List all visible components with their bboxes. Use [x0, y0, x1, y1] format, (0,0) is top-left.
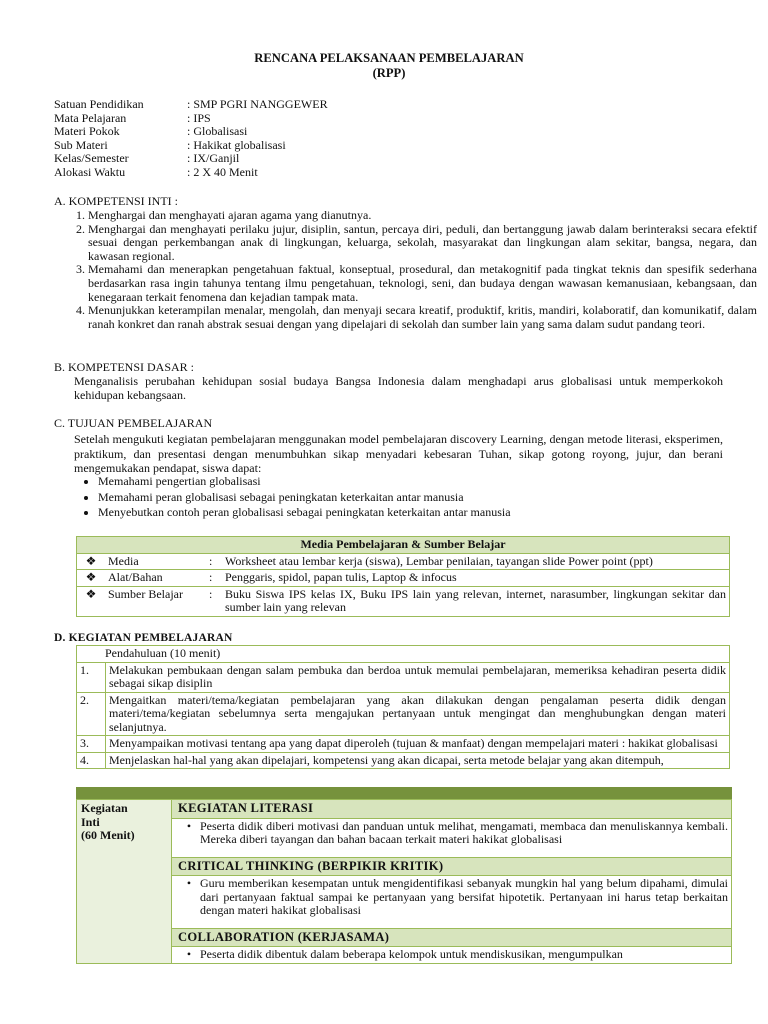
identity-value: : IX/Ganjil [187, 151, 240, 166]
media-value: Penggaris, spidol, papan tulis, Laptop & infocus [222, 570, 730, 587]
literasi-body [172, 818, 732, 857]
colon: : [206, 553, 222, 570]
pendahuluan-label: Pendahuluan (10 menit) [77, 646, 730, 663]
collaboration-text: Peserta didik dibentuk dalam beberapa kelompok untuk mendiskusikan, mengumpulkan [200, 947, 623, 961]
critical-thinking-text: Guru memberikan kesempatan untuk mengidentifikasi sebanyak mungkin hal yang belum dipahami, dimulai dari pertanyaan faktual sampai ke pertanyaan yang bersifat hipotetik. Pertanyaan ini harus tetap berkaitan dengan materi hakikat globalisasi [200, 876, 728, 917]
step-text: Melakukan pembukaan dengan salam pembuka dan berdoa untuk memulai pembelajaran, memeriksa kehadiran peserta didik sebagai sikap disiplin [106, 662, 730, 692]
identity-value: : 2 X 40 Menit [187, 164, 258, 179]
step-number: 3. [77, 736, 106, 753]
table-row [77, 736, 730, 753]
table-row [77, 586, 730, 616]
media-value: Worksheet atau lembar kerja (siswa), Lembar penilaian, tayangan slide Power point (ppt) [222, 553, 730, 570]
kegiatan-inti-label-line: Kegiatan [81, 801, 128, 815]
table-row [77, 818, 732, 857]
collaboration-heading: COLLABORATION (KERJASAMA) [172, 928, 732, 947]
literasi-text: Peserta didik diberi motivasi dan panduan untuk melihat, mengamati, membaca dan menuliskannya kembali. Mereka diberi tayangan dan bahan bacaan terkait materi hakikat globalisasi [200, 818, 728, 846]
identity-value: : Globalisasi [187, 124, 248, 139]
list-item: 3. Memahami dan menerapkan pengetahuan faktual, konseptual, prosedural, dan metakognitif pada tingkat teknis dan spesifik sederhana berdasarkan rasa ingin tahunya tentang ilmu pengetahuan, teknologi, seni, dan budaya dengan wawasan kemanusiaan, kebangsaan, dan kenegaraan terkait fenomena dan kejadian tampak mata. [88, 263, 757, 304]
step-number: 1. [77, 662, 106, 692]
table-row [77, 752, 730, 769]
identity-label: Alokasi Waktu [54, 164, 126, 179]
tujuan-bullet-list [74, 475, 747, 522]
section-d-heading: D. KEGIATAN PEMBELAJARAN [54, 632, 233, 644]
identity-row [54, 112, 328, 126]
diamond-bullet-icon: ❖ [77, 570, 106, 587]
table-row [77, 662, 730, 692]
identity-row [54, 166, 328, 180]
identity-value: : IPS [187, 110, 211, 125]
table-row [77, 857, 732, 876]
media-label: Media [105, 553, 206, 570]
step-number: 2. [77, 692, 106, 736]
identity-row [54, 98, 328, 112]
media-sumber-table [76, 536, 730, 617]
identity-label: Mata Pelajaran [54, 110, 127, 125]
section-b-heading: B. KOMPETENSI DASAR : [54, 360, 195, 374]
document-subtitle: (RPP) [372, 66, 406, 80]
table-row [77, 928, 732, 947]
media-label: Alat/Bahan [105, 570, 206, 587]
table-row [77, 646, 730, 663]
table-header-row [77, 537, 730, 554]
table-row [77, 570, 730, 587]
media-value: Buku Siswa IPS kelas IX, Buku IPS lain yang relevan, internet, narasumber, lingkungan sekitar dan sumber lain yang relevan [222, 586, 730, 616]
list-item: 2. Menghargai dan menghayati perilaku jujur, disiplin, santun, percaya diri, peduli, dan bertanggung jawab dalam berinteraksi secara efektif sesuai dengan perkembangan anak di lingkungan, keluarga, sekolah, masyarakat dan lingkungan alam sekitar, bangsa, negara, dan kawasan regional. [88, 223, 757, 264]
identity-label: Sub Materi [54, 137, 108, 152]
table-row [77, 800, 732, 819]
table-row [77, 553, 730, 570]
table-row [77, 876, 732, 929]
critical-thinking-heading: CRITICAL THINKING (BERPIKIR KRITIK) [172, 857, 732, 876]
section-c-heading: C. TUJUAN PEMBELAJARAN [54, 416, 213, 430]
kompetensi-dasar-text: Menganalisis perubahan kehidupan sosial budaya Bangsa Indonesia dalam menghadapi arus globalisasi untuk memperkokoh kehidupan kebangsaan. [74, 374, 723, 402]
kompetensi-inti-list [54, 209, 757, 331]
step-text: Mengaitkan materi/tema/kegiatan pembelajaran yang akan dilakukan dengan pengalaman peserta didik dengan materi/tema/kegiatan sebelumnya serta mengajukan pertanyaan untuk mengingat dan menghubungkan dengan materi selanjutnya. [106, 692, 730, 736]
identity-row [54, 139, 328, 153]
list-item: 4. Menunjukkan keterampilan menalar, mengolah, dan menyaji secara kreatif, produktif, kritis, mandiri, kolaboratif, dan komunikatif, dalam ranah konkret dan ranah abstrak sesuai dengan yang dipelajari di sekolah dan sumber lain yang sama dalam sudut pandang teori. [88, 304, 757, 331]
step-text: Menyampaikan motivasi tentang apa yang dapat diperoleh (tujuan & manfaat) dengan mempelajari materi : hakikat globalisasi [106, 736, 730, 753]
identity-row [54, 152, 328, 166]
identity-label: Materi Pokok [54, 124, 120, 139]
identity-label: Satuan Pendidikan [54, 97, 144, 111]
identity-label: Kelas/Semester [54, 151, 129, 166]
table-row [77, 692, 730, 736]
kegiatan-inti-duration: (60 Menit) [81, 828, 135, 842]
diamond-bullet-icon: ❖ [77, 586, 106, 616]
identity-row [54, 125, 328, 139]
literasi-heading: KEGIATAN LITERASI [172, 800, 732, 819]
list-item: 1. Menghargai dan menghayati ajaran agama yang dianutnya. [88, 209, 757, 223]
table-row [77, 947, 732, 964]
media-table-header: Media Pembelajaran & Sumber Belajar [77, 537, 730, 554]
document-title: RENCANA PELAKSANAAN PEMBELAJARAN [254, 51, 524, 65]
bullet-icon: • [186, 947, 192, 961]
list-item: • Memahami peran globalisasi sebagai peningkatan keterkaitan antar manusia [98, 491, 747, 505]
identity-value: : Hakikat globalisasi [187, 137, 286, 152]
bullet-icon: • [186, 876, 192, 890]
identity-value: : SMP PGRI NANGGEWER [187, 97, 328, 111]
diamond-bullet-icon: ❖ [77, 553, 106, 570]
section-a-heading: A. KOMPETENSI INTI : [54, 194, 178, 208]
critical-thinking-body [172, 876, 732, 929]
colon: : [206, 570, 222, 587]
list-item: • Memahami pengertian globalisasi [98, 475, 747, 489]
colon: : [206, 586, 222, 616]
bullet-icon: • [186, 818, 192, 833]
kegiatan-inti-label-line: Inti [81, 814, 100, 829]
collaboration-body [172, 947, 732, 964]
list-item: • Menyebutkan contoh peran globalisasi sebagai peningkatan keterkaitan antar manusia [98, 506, 747, 520]
tujuan-text: Setelah mengukuti kegiatan pembelajaran menggunakan model pembelajaran discovery Learning, dengan metode literasi, eksperimen, praktikum, dan presentasi dengan menumbuhkan sikap menyadari kebesaran Tuhan, sikap gotong royong, jujur, dan berani mengemukakan pendapat, siswa dapat: [74, 432, 723, 475]
step-text: Menjelaskan hal-hal yang akan dipelajari, kompetensi yang akan dicapai, serta metode belajar yang akan ditempuh, [106, 752, 730, 769]
kegiatan-inti-label [77, 800, 172, 964]
identity-table [54, 98, 328, 180]
pendahuluan-table [76, 645, 730, 769]
media-label: Sumber Belajar [105, 586, 206, 616]
step-number: 4. [77, 752, 106, 769]
kegiatan-inti-table [76, 799, 732, 964]
